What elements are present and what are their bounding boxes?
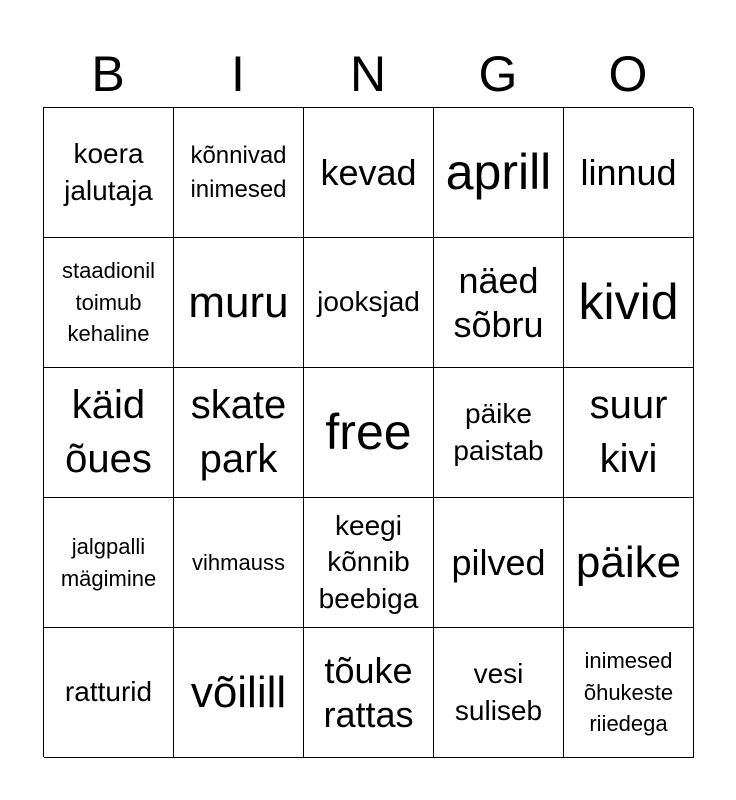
bingo-cell[interactable] [174,108,304,238]
bingo-cell[interactable] [44,238,174,368]
cell-label: linnud [580,151,677,193]
cell-label: kevad [320,151,417,193]
header-letter-n: N [349,46,387,102]
bingo-cell[interactable] [304,108,434,238]
cell-label: ratturid [64,676,153,708]
cell-label: tõuke rattas [323,650,414,735]
bingo-cell[interactable] [174,628,304,758]
cell-label: muru [188,277,289,327]
cell-label: staadionil toimub kehaline [62,257,155,347]
cell-label: päike [575,537,682,587]
cell-label: päike paistab [453,398,544,466]
bingo-cell[interactable] [434,238,564,368]
cell-label: jalgpalli mägimine [60,533,157,591]
header-letter-g: G [478,46,518,102]
bingo-cell[interactable] [174,498,304,628]
bingo-cell[interactable] [44,498,174,628]
cell-label: võilill [190,667,287,717]
bingo-cell[interactable] [564,628,694,758]
bingo-cell[interactable] [434,368,564,498]
header-letter-b: B [91,46,125,102]
cell-label: skate park [190,383,287,481]
bingo-cell[interactable] [564,108,694,238]
cell-label: näed sõbru [453,260,544,345]
free-space-label: free [325,404,412,460]
bingo-cell[interactable] [304,498,434,628]
bingo-cell[interactable] [174,238,304,368]
bingo-cell[interactable] [434,108,564,238]
cell-label: inimesed õhukeste riiedega [583,647,674,737]
cell-label: kõnnivad inimesed [190,141,287,203]
bingo-cell[interactable] [44,108,174,238]
bingo-cell[interactable] [564,238,694,368]
bingo-cell[interactable] [434,498,564,628]
bingo-header [43,42,693,106]
bingo-cell[interactable] [174,368,304,498]
bingo-cell[interactable] [434,628,564,758]
bingo-cell[interactable] [304,628,434,758]
bingo-cell[interactable] [44,368,174,498]
cell-label: aprill [445,144,552,200]
bingo-cell[interactable] [564,498,694,628]
cell-label: jooksjad [317,286,420,318]
bingo-cell[interactable] [564,368,694,498]
header-letter-o: O [608,46,648,102]
header-letter-i: I [231,46,245,102]
bingo-board [43,107,693,757]
cell-label: vesi suliseb [454,658,543,726]
bingo-cell[interactable] [44,628,174,758]
bingo-cell[interactable] [304,238,434,368]
cell-label: keegi kõnnib beebiga [318,509,419,614]
free-space[interactable] [304,368,434,498]
cell-label: suur kivi [589,383,668,481]
cell-label: koera jalutaja [64,138,153,206]
cell-label: vihmauss [192,549,285,575]
cell-label: kivid [578,274,679,330]
cell-label: pilved [451,541,546,583]
cell-label: käid õues [65,383,152,481]
